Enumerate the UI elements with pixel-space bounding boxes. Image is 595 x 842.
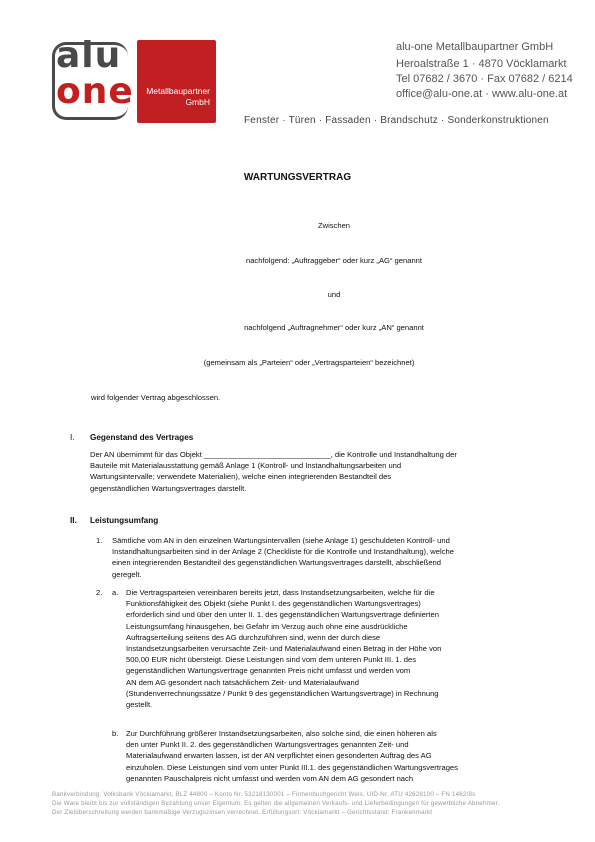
logo-word-one: one	[56, 71, 134, 112]
intro-client: nachfolgend: „Auftraggeber“ oder kurz „AG“ genannt	[245, 256, 423, 265]
intro-between: Zwischen	[317, 221, 351, 230]
section2-p2b-line: den unter Punkt II. 2. des gegenständlichen Wartungsvertrages genannten Zeit- und	[126, 740, 409, 750]
section2-p1-line: einen integrierenden Bestandteil des gegenständlichen Wartungsvertrages darstellt, abschließend	[112, 558, 441, 568]
section2-p2b-line: Materialaufwand erwarten lassen, ist der AN verpflichtet einen gesonderten Auftrag des AG	[126, 751, 432, 761]
intro-and: und	[327, 290, 341, 299]
section2-p2a-line: 500,00 EUR nicht übersteigt. Diese Leistungen sind vom dem unteren Punkt III. 1. des	[126, 655, 416, 665]
document-title: WARTUNGSVERTRAG	[243, 172, 352, 183]
section2-p1-number: 1.	[96, 536, 103, 545]
section2-p1-body	[112, 535, 562, 580]
section2-p2b-line: genannten Pauschalpreis nicht umfasst und werden vom AN dem AG gesondert nach	[126, 773, 414, 783]
section1-line: gegenständlichen Wartungsvertrages darstellt.	[90, 483, 247, 493]
section2-p2a-body	[126, 587, 562, 710]
section2-title: Leistungsumfang	[90, 516, 159, 525]
footer-bank: Bankverbindung: Volksbank Vöcklamarkt, BLZ 44800 – Konto Nr. 53218130001 – Firmenbuchgericht Wels, UID-Nr. ATU 42628100 – FN 1462/8s	[52, 791, 476, 798]
section2-number: II.	[70, 516, 77, 525]
section2-p2a-letter: a.	[112, 588, 119, 597]
footer-terms: Der Zielüberschreitung werden bankmäßige Verzugszinsen verrechnet. Erfüllungsort: Vöcklamarkt – Gerichtsstand: Frankenmarkt	[52, 809, 433, 816]
section2-p2a-line: (Stundenverrechnungssätze / Punkt 9 des gegenständlichen Wartungsvertrage) in Rechnung	[126, 688, 439, 698]
section2-p2a-line: erforderlich sind und über den unter II. 1. des gegenständlichen Wartungsvertrage definierten	[126, 610, 439, 620]
section2-p2b-line: Zur Durchführung größerer Instandsetzungsarbeiten, also solche sind, die einen höheren als	[126, 729, 437, 738]
section2-p2a-line: Leistungsumfang hinausgehen, bei Gefahr im Verzug auch ohne eine ausdrückliche	[126, 621, 408, 631]
footer-ownership: Die Ware bleibt bis zur vollständigen Bezahlung unser Eigentum. Es gelten die allgemeinen Verkaufs- und Lieferbedingungen für gewerbliche Abnehmer.	[52, 800, 500, 807]
logo-word-alu: alu	[56, 35, 122, 76]
company-contact: office@alu-one.at · www.alu-one.at	[396, 88, 568, 100]
logo-box-line1: Metallbaupartner	[146, 86, 210, 96]
intro-concluded: wird folgender Vertrag abgeschlossen.	[91, 393, 221, 402]
section2-p2b-body	[126, 728, 562, 784]
logo-box-line2: GmbH	[185, 97, 210, 107]
company-address: Heroalstraße 1 · 4870 Vöcklamarkt	[396, 58, 567, 70]
section2-p2b-line: einzuholen. Diese Leistungen sind vom unter Punkt III.1. des gegenständlichen Wartungsvertrages	[126, 762, 458, 772]
intro-parties: (gemeinsam als „Parteien“ oder „Vertragsparteien“ bezeichnet)	[203, 358, 415, 367]
logo-wordmark	[56, 35, 134, 112]
section2-p1-line: Instandhaltungsarbeiten sind in der Anlage 2 (Checkliste für die Kontrolle und Instandhaltung), welche	[112, 547, 454, 557]
section2-p2a-line: Die Vertragsparteien vereinbaren bereits jetzt, dass Instandsetzungsarbeiten, welche für die	[126, 588, 435, 597]
section2-p1-line: geregelt.	[112, 569, 142, 579]
section2-p2b-letter: b.	[112, 729, 119, 738]
section2-p2a-line: gegenständlichen Wartungsvertrage genannten Preis nicht umfasst und werden vom	[126, 666, 411, 676]
section2-p2a-line: Auftragserteilung seitens des AG durchzuführen sind, wenn der durch diese	[126, 632, 381, 642]
section1-number: I.	[70, 433, 75, 442]
section2-p2a-line: gestellt.	[126, 700, 153, 710]
company-name: alu-one Metallbaupartner GmbH	[396, 41, 554, 53]
section2-p1-line: Sämtliche vom AN in den einzelnen Wartungsintervallen (siehe Anlage 1) geschuldeten Kontroll- und	[112, 536, 450, 545]
section1-line: Bauteile mit Materialausstattung gemäß Anlage 1 (Kontroll- und Instandhaltungsarbeiten und	[90, 461, 402, 471]
intro-contractor: nachfolgend „Auftragnehmer“ oder kurz „AN“ genannt	[244, 323, 424, 332]
section1-line: Wartungsintervalle; verwendete Materialien), welche einen integrierenden Bestandteil des	[90, 472, 392, 482]
section2-p2-number: 2.	[96, 588, 103, 597]
logo-red-box	[137, 40, 216, 123]
section1-title: Gegenstand des Vertrages	[90, 433, 194, 442]
section1-body	[90, 449, 562, 494]
services-line: Fenster · Türen · Fassaden · Brandschutz · Sonderkonstruktionen	[244, 115, 549, 126]
section2-p2a-line: Instandsetzungsarbeiten verursachte Zeit- und Materialaufwand einen Betrag in der Höhe von	[126, 644, 442, 654]
section2-p2a-line: AN dem AG gesondert nach tatsächlichem Zeit- und Materialaufwand	[126, 677, 359, 687]
section2-p2a-line: Funktionsfähigkeit des Objekt (siehe Punkt I. des gegenständlichen Wartungsvertrages)	[126, 599, 421, 609]
section1-line: Der AN übernimmt für das Objekt ______________________________, die Kontrolle und Instandhaltung der	[90, 450, 457, 459]
company-phone: Tel 07682 / 3670 · Fax 07682 / 6214	[396, 73, 573, 85]
